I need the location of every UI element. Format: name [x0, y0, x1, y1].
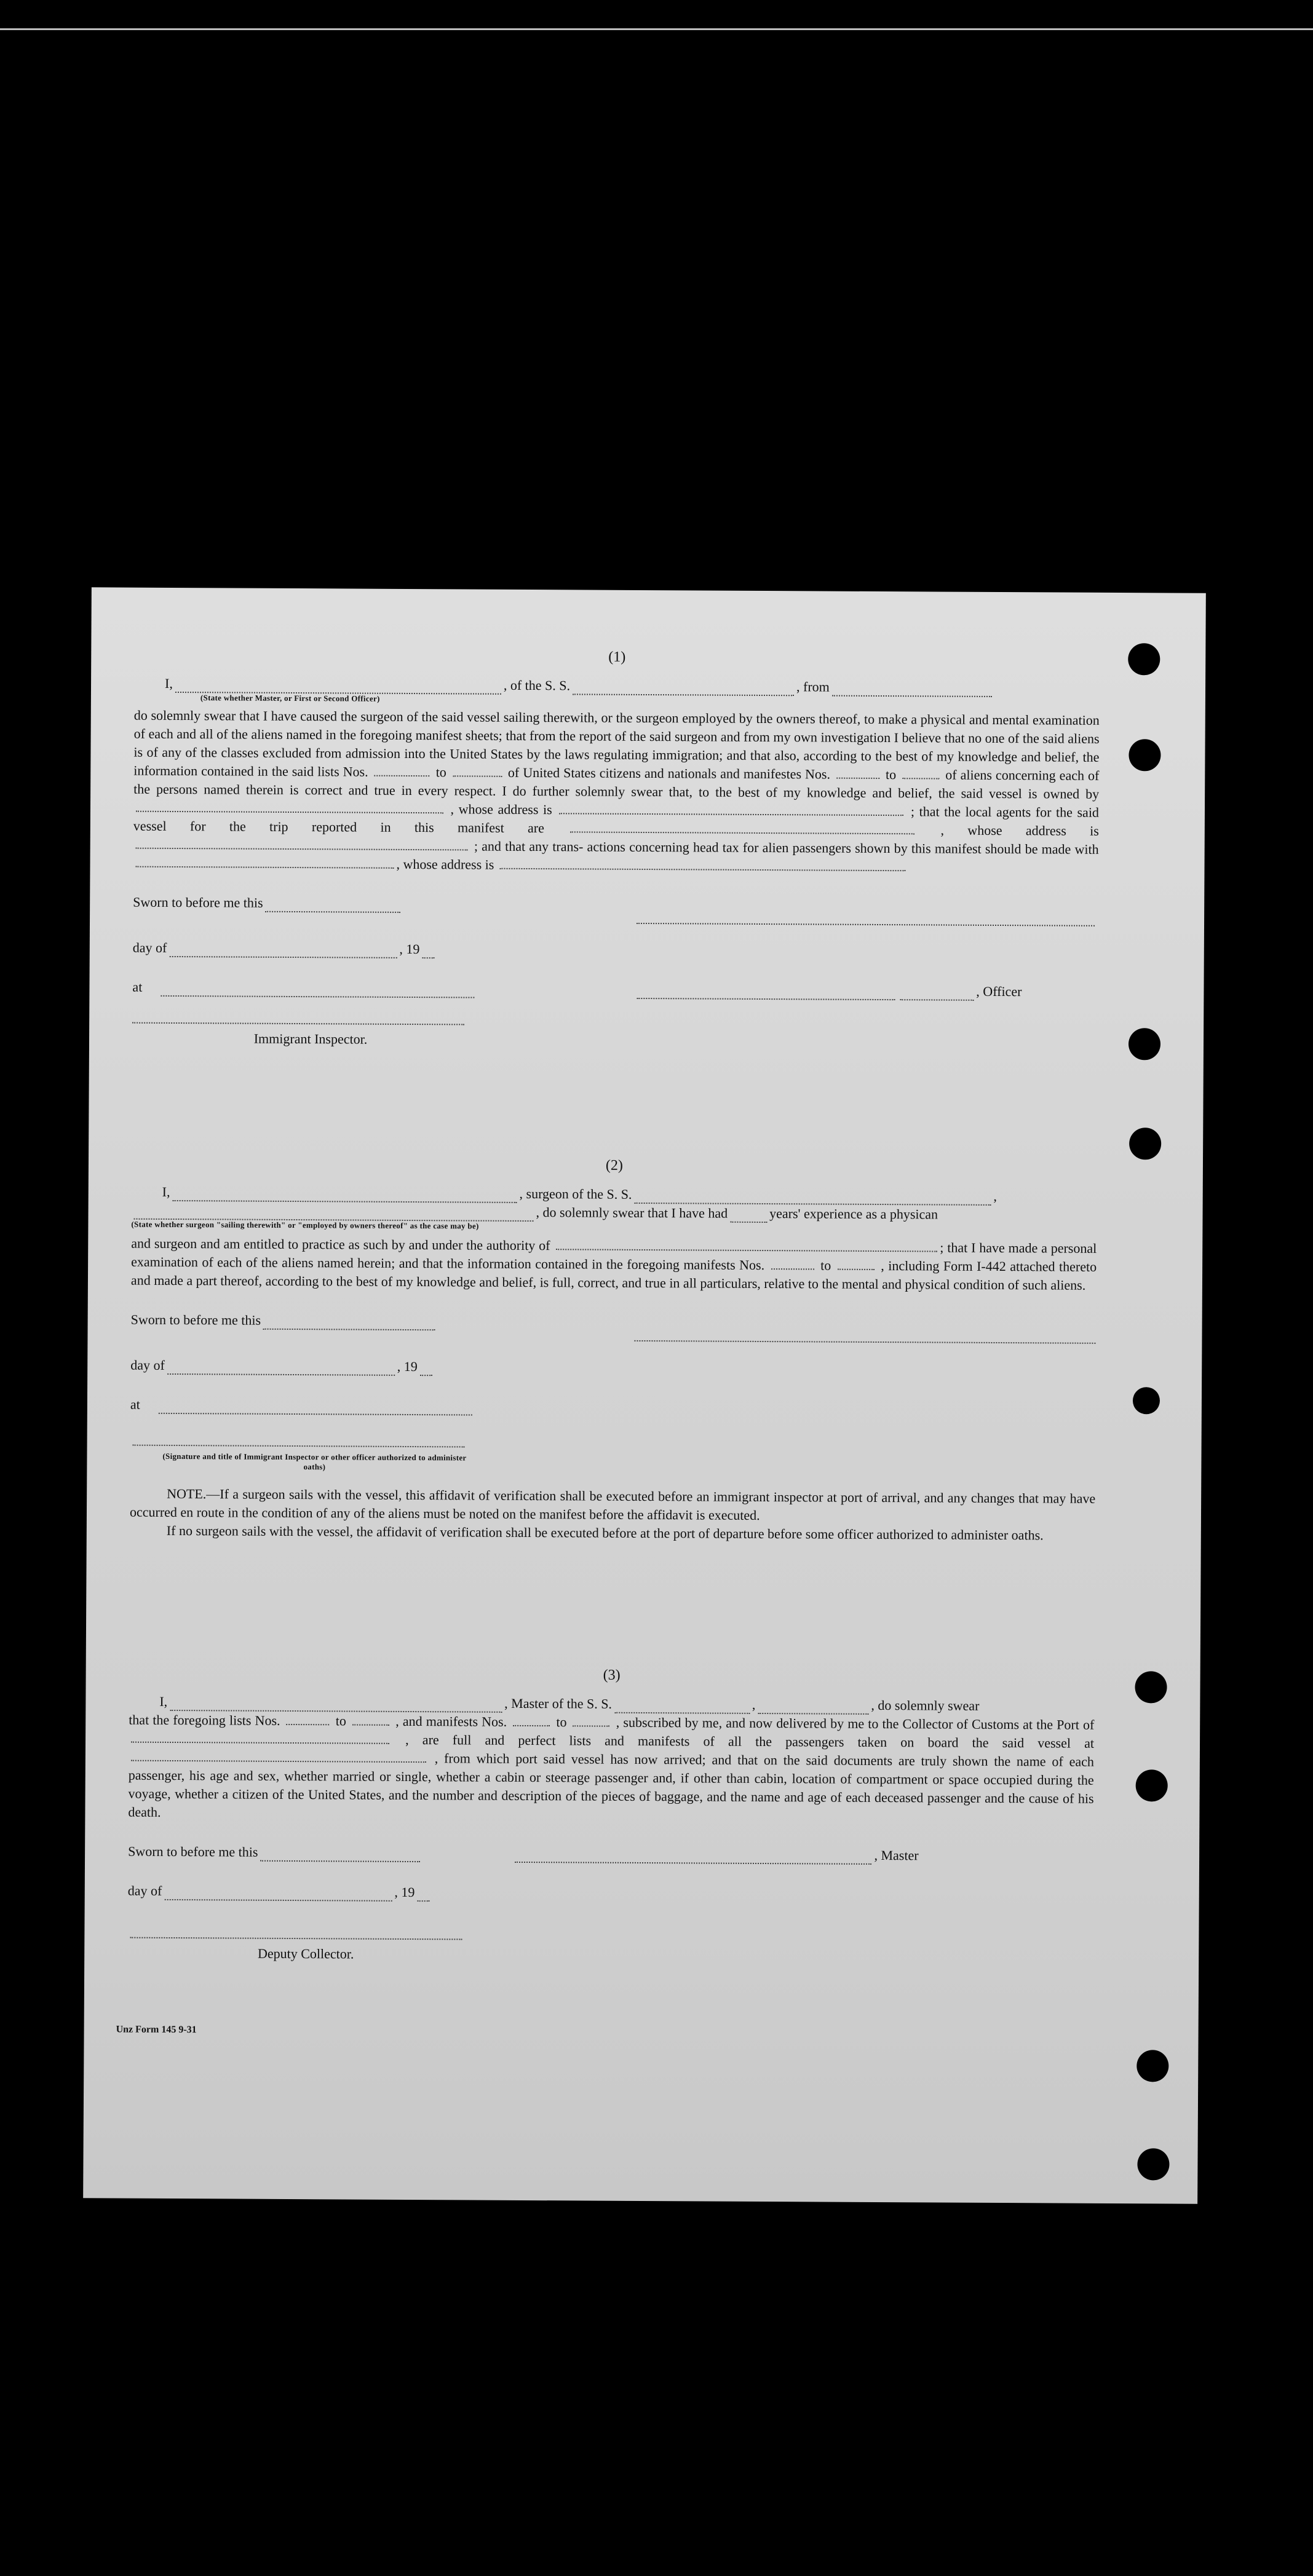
agents-field[interactable] — [570, 819, 914, 834]
sworn-day-field[interactable] — [263, 1316, 435, 1330]
master-signature-field[interactable] — [515, 1849, 871, 1865]
vessel-flag-field[interactable] — [758, 1701, 868, 1715]
officer-rank-note: (State whether Master, or First or Second Officer) — [200, 693, 380, 703]
label-sworn: Sworn to before me this — [133, 894, 263, 911]
oath-text-c: of aliens concerning each of the persons named therein is correct and true in every respect. I do further solemnly swear that, to the best of my knowledge and belief, the said vessel is owned by — [133, 767, 1100, 802]
vessel-name-field[interactable] — [573, 681, 794, 696]
label-whose-address: , whose address is — [450, 801, 552, 818]
years-field[interactable] — [730, 1209, 767, 1223]
label-of-ss: , of the S. S. — [503, 677, 571, 693]
punch-hole — [1137, 2148, 1169, 2180]
punch-hole — [1136, 1769, 1168, 1801]
list-no-to-field[interactable] — [352, 1712, 389, 1726]
oath-body: do solemnly swear that I have caused the surgeon of the said vessel sailing therewith, or the surgeon employed by the owners thereof, to make a physical and mental examination of each and all of the aliens named in the foregoing manifest sheets; that from the report of the said surgeon and from my own investigation I believe that no one of the said aliens is of any of the classes excluded from admission into the United States by the laws regulating immigration; and that also, according to the best of my knowledge and belief, the information contained in the said lists Nos. to of United States citizens and nationals and manifestes Nos. to of aliens concerning each of the persons named therein is correct and true in every respect. I do further solemnly swear that, to the best of my knowledge and belief, the said vessel is owned by , whose address is ; that the local agents for the said vessel for the trip reported in this manifest are , whose address is ; and that any trans- actions concerning head tax for alien passengers shown by this manifest should be made with , whose address is — [133, 707, 1100, 872]
manifest-no-from-field[interactable] — [771, 1256, 814, 1270]
label-sworn: Sworn to before me this — [128, 1843, 258, 1860]
list-no-to-field[interactable] — [453, 763, 502, 776]
owner-field[interactable] — [136, 799, 443, 814]
year-field[interactable] — [422, 945, 434, 958]
label-year: , 19 — [394, 1884, 415, 1900]
punch-hole — [1128, 643, 1160, 675]
signature-title-note: (Signature and title of Immigrant Inspector or other officer authorized to administer oaths) — [162, 1451, 467, 1472]
label-to: to — [556, 1714, 567, 1730]
sworn-day-field[interactable] — [266, 899, 401, 913]
label-to: to — [335, 1713, 347, 1729]
punch-hole — [1135, 1671, 1167, 1703]
master-text-c: , are full and perfect lists and manifests of all the passengers taken on board the said vessel at — [405, 1731, 1095, 1751]
inspector-signature-field[interactable] — [133, 1432, 465, 1448]
surgeon-name-field[interactable] — [172, 1188, 517, 1203]
label-surgeon-of: , surgeon of the S. S. — [519, 1185, 632, 1202]
oath-text-a: do solemnly swear that I have caused the surgeon of the said vessel sailing therewith, or the surgeon employed by the owners thereof, to make a physical and mental examination of each and all of the aliens named in the foregoing manifest sheets; that from the report of the said surgeon and from my own investigation I believe that no one of the said aliens is of any of the classes excluded from admission into the United States by the laws regulating immigration; and that also, according to the best of my knowledge and belief, the information contained in the said lists Nos. — [133, 707, 1100, 780]
year-field[interactable] — [420, 1362, 432, 1376]
list-no-from-field[interactable] — [287, 1712, 330, 1725]
label-i: I, — [162, 1183, 170, 1199]
month-field[interactable] — [164, 1887, 392, 1902]
port-from-field[interactable] — [832, 683, 992, 697]
form-identifier: Unz Form 145 9-31 — [116, 2024, 197, 2036]
master-text-a: that the foregoing lists Nos. — [129, 1712, 280, 1728]
year-field[interactable] — [417, 1888, 429, 1902]
label-at: at — [130, 1396, 140, 1412]
label-from: , from — [796, 679, 830, 695]
owner-address-field[interactable] — [559, 800, 903, 816]
manifest-no-to-field[interactable] — [573, 1713, 610, 1726]
punch-hole — [1129, 739, 1160, 771]
officer-title-field[interactable] — [637, 986, 895, 1000]
label-day-of: day of — [132, 939, 167, 955]
authority-field[interactable] — [556, 1236, 937, 1252]
manifest-no-to-field[interactable] — [838, 1257, 875, 1270]
top-border-line — [0, 28, 1313, 30]
oath-text-agents: ; that the local agents for the said vessel for the trip reported in this manifest are — [133, 804, 1100, 836]
master-text-manifests: , and manifests Nos. — [395, 1713, 507, 1729]
oath-text-trans: ; and that any trans- — [474, 838, 584, 855]
label-at: at — [132, 979, 143, 995]
label-years: years' experience as a physican — [769, 1206, 938, 1222]
place-field[interactable] — [161, 983, 474, 998]
vessel-name-field[interactable] — [634, 1190, 991, 1206]
surgeon-text-body: that I have made a personal examination of each of the aliens named herein; and that the information contained in the foregoing manifests Nos. — [131, 1239, 1097, 1273]
officer-signature-field[interactable] — [637, 911, 1095, 926]
manifest-affidavit-sheet — [83, 587, 1206, 2203]
officer-name-field[interactable] — [175, 679, 501, 695]
label-to: to — [886, 767, 897, 783]
manifest-no-from-field[interactable] — [513, 1713, 550, 1726]
vessel-name-field[interactable] — [614, 1700, 750, 1714]
section-number: (3) — [603, 1667, 621, 1683]
label-master-of: , Master of the S. S. — [504, 1695, 613, 1712]
surgeon-line-1: I, , surgeon of the S. S. , — [132, 1183, 1097, 1206]
head-tax-address-field[interactable] — [500, 856, 906, 871]
master-name-field[interactable] — [170, 1697, 502, 1713]
note-surgeon-sails: NOTE.—If a surgeon sails with the vessel, this affidavit of verification shall be executed before an immigrant inspector at port of arrival, and any changes that may have occurred en route in the condition of any of the aliens must be noted on the manifest before the affidavit is executed. — [129, 1485, 1096, 1523]
punch-hole — [1133, 1387, 1160, 1414]
label-day-of: day of — [127, 1883, 162, 1898]
collector-signature-field[interactable] — [130, 1925, 462, 1940]
master-text-b: , subscribed by me, and now delivered by me to the Collector of Customs at the Port of — [616, 1714, 1095, 1732]
label-to: to — [820, 1257, 831, 1273]
manifest-no-from-field[interactable] — [836, 765, 879, 779]
section-number: (2) — [605, 1157, 624, 1174]
surgeon-body: and surgeon and am entitled to practice as such by and under the authority of ; that I have made a personal examination of each of the aliens named herein; and that the information contained in the foregoing manifests Nos. to , including Form I-442 attached thereto and made a part thereof, according to the best of my knowledge and belief, is full, correct, and true in all particulars, relative to the mental and physical condition of such aliens. — [130, 1235, 1097, 1293]
port-of-embarkation-field[interactable] — [131, 1748, 426, 1763]
oath-text-actions: actions concerning head tax for alien passengers shown by this manifest should be made with — [587, 839, 1099, 857]
punch-hole — [1136, 2050, 1168, 2082]
port-of-arrival-field[interactable] — [131, 1729, 389, 1744]
list-no-from-field[interactable] — [375, 763, 430, 776]
label-swear: , do solemnly swear that I have had — [536, 1204, 728, 1221]
master-line-1: I, , Master of the S. S. , , do solemnly swear — [129, 1693, 1094, 1716]
month-field[interactable] — [167, 1361, 395, 1376]
label-officer: , Officer — [976, 983, 1022, 1000]
master-body — [128, 1711, 1094, 1827]
manifest-no-to-field[interactable] — [902, 765, 939, 779]
inspector-caption: Immigrant Inspector. — [253, 1030, 368, 1047]
note-no-surgeon: If no surgeon sails with the vessel, the affidavit of verification shall be executed before at the port of departure before some officer authorized to administer oaths. — [166, 1522, 1044, 1543]
affidavit-master — [132, 647, 1100, 1051]
label-year: , 19 — [397, 1358, 418, 1375]
label-sworn: Sworn to before me this — [130, 1311, 261, 1328]
surgeon-text-body2: , including Form I-442 attached thereto and made a part thereof, according to the best of my knowledge and belief, is full, correct, and true in all particulars, relative to the mental and physical condition of such aliens. — [130, 1258, 1097, 1293]
label-to: to — [435, 764, 446, 780]
surgeon-text-authority: and surgeon and am entitled to practice as such by and under the authority of — [131, 1235, 550, 1254]
agents-address-field[interactable] — [136, 836, 468, 851]
oath-text-b: of United States citizens and nationals and manifestes Nos. — [507, 764, 831, 782]
inspector-signature-field[interactable] — [132, 1010, 464, 1025]
affidavit-surgeon — [130, 1155, 1097, 1545]
label-i: I, — [159, 1693, 168, 1709]
punch-hole — [1129, 1028, 1160, 1060]
surgeon-status-note: (State whether surgeon "sailing therewith" or "employed by owners thereof" as the case may be) — [131, 1219, 479, 1231]
punch-hole — [1129, 1128, 1161, 1160]
surgeon-signature-field[interactable] — [634, 1328, 1095, 1344]
sworn-day-field[interactable] — [260, 1848, 420, 1862]
label-master: , Master — [874, 1847, 919, 1863]
label-year: , 19 — [399, 941, 420, 957]
head-tax-party-field[interactable] — [135, 854, 394, 869]
label-i: I, — [164, 675, 173, 691]
master-text-d: , from which port said vessel has now arrived; and that on the said documents are truly shown the name of each passenger, his age and sex, whether married or single, whether a cabin or steerage passenger and, if other than cabin, location of compartment or space occupied during the voyage, whether a citizen of the United States, and the number and description of the pieces of baggage, and the name and age of each deceased passenger and the cause of his death. — [128, 1750, 1094, 1820]
month-field[interactable] — [169, 944, 397, 958]
officer-rank-field[interactable] — [900, 987, 974, 1001]
label-whose-address: , whose address is — [940, 822, 1099, 839]
section-number: (1) — [608, 649, 626, 665]
affidavit-master-collector — [127, 1665, 1095, 1966]
label-day-of: day of — [130, 1357, 165, 1373]
collector-caption: Deputy Collector. — [257, 1945, 354, 1962]
label-whose-address: whose address is — [403, 856, 494, 872]
place-field[interactable] — [159, 1401, 472, 1416]
label-swear: , do solemnly swear — [871, 1697, 980, 1713]
